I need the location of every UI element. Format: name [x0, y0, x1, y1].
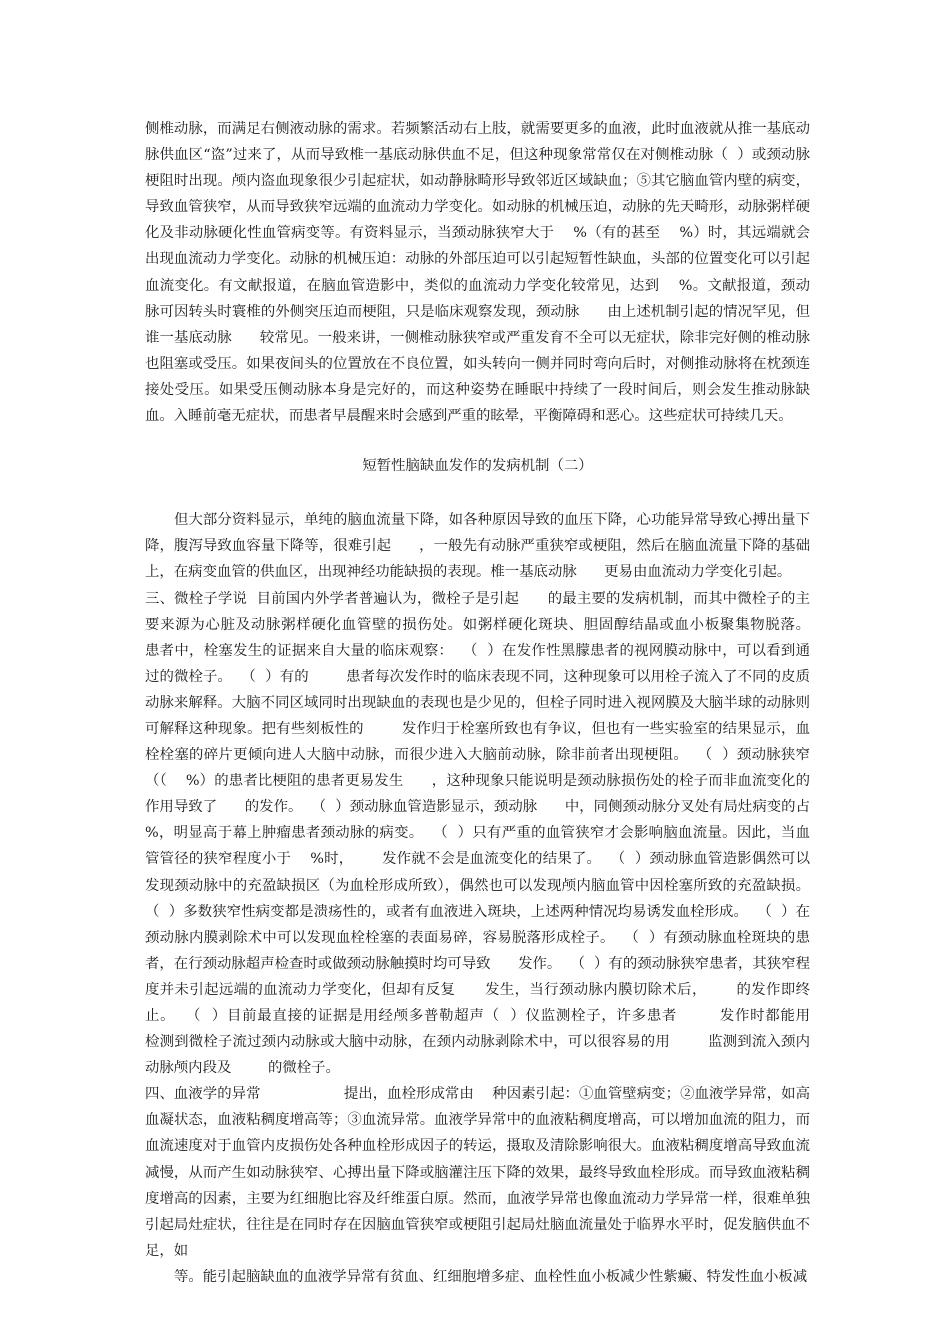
paragraph-hematology: 四、血液学的异常 提出，血栓形成常由 种因素引起：①血管壁病变；②血液学异常，如高血凝状态，血液粘稠度增高等；③血流异常。血液学异常中的血液粘稠度增高，可以增加血流的阻力，而血流速度对于血管内皮损伤处各种血栓形成因子的转运，摄取及清除影响很大。血液粘稠度增高导致血流减慢，从而产生如动脉狭窄、心搏出量下降或脑灌注压下降的效果，最终导致血栓形成。而导致血液粘稠度增高的因素，主要为红细胞比容及纤维蛋白原。然而，血液学异常也像血流动力学异常一样，很难单独引起局灶症状，往往是在同时存在因脑血管狭窄或梗阻引起局灶脑血流量处于临界水平时，促发脑供血不足，如	[145, 1086, 810, 1259]
document-page	[145, 116, 847, 1290]
paragraph-hemodynamic: 但大部分资料显示，单纯的脑血流量下降，如各种原因导致的血压下降，心功能异常导致心搏出量下降，腹泻导致血容量下降等，很难引起 ，一般先有动脉严重狭窄或梗阻，然后在脑血流量下降的基础上，在病变血管的供血区，出现神经功能缺损的表现。椎一基底动脉 更易由血流动力学变化引起。	[145, 512, 810, 581]
section-heading: 短暂性脑缺血发作的发病机制（二）	[362, 458, 593, 475]
paragraph-hematology-continued: 等。能引起脑缺血的血液学异常有贫血、红细胞增多症、血栓性血小板减少性紫癜、特发性血小板减	[174, 1268, 808, 1285]
paragraph-microembolism: 三、微栓子学说 目前国内外学者普遍认为，微栓子是引起 的最主要的发病机制，而其中微栓子的主要来源为心脏及动脉粥样硬化血管壁的损伤处。如粥样硬化斑块、胆固醇结晶或血小板聚集物脱落。 患者中，栓塞发生的证据来自大量的临床观察： （ ）在发作性黑朦患者的视网膜动脉中，可以看到通过的微栓子。 （ ）有的 患者每次发作时的临床表现不同，这种现象可以用栓子流入了不同的皮质动脉来解释。大脑不同区域同时出现缺血的表现也是少见的，但栓子同时进入视网膜及大脑半球的动脉则可解释这种现象。把有些刻板性的 发作归于栓塞所致也有争议，但也有一些实验室的结果显示，血栓栓塞的碎片更倾向进人大脑中动脉，而很少进入大脑前动脉，除非前者出现梗阻。 （ ）颈动脉狭窄（（ %）的患者比梗阻的患者更易发生 ，这种现象只能说明是颈动脉损伤处的栓子而非血流变化的作用导致了 的发作。 （ ）颈动脉血管造影显示，颈动脉 中，同侧颈动脉分叉处有局灶病变的占 %，明显高于幕上肿瘤患者颈动脉的病变。 （ ）只有严重的血管狭窄才会影响脑血流量。因此，当血管管径的狭窄程度小于 %时， 发作就不会是血流变化的结果了。 （ ）颈动脉血管造影偶然可以发现颈动脉中的充盈缺损区（为血栓形成所致），偶然也可以发现颅内脑血管中因栓塞所致的充盈缺损。 （ ）多数狭窄性病变都是溃疡性的，或者有血液进入斑块，上述两种情况均易诱发血栓形成。 （ ）在颈动脉内膜剥除术中可以发现血栓栓塞的表面易碎，容易脱落形成栓子。 （ ）有颈动脉血栓斑块的患者，在行颈动脉超声检查时或做颈动脉触摸时均可导致 发作。 （ ）有的颈动脉狭窄患者，其狭窄程度并未引起远端的血流动力学变化，但却有反复 发生，当行颈动脉内膜切除术后， 的发作即终止。 （ ）目前最直接的证据是用经颅多普勒超声（ ）仪监测栓子，许多患者 发作时都能用 检测到微栓子流过颈内动脉或大脑中动脉，在颈内动脉剥除术中，可以很容易的用 监测到流入颈内动脉颅内段及 的微栓子。	[145, 590, 847, 1077]
paragraph-vertebral-steal: 侧椎动脉，而满足右侧液动脉的需求。若频繁活动右上肢，就需要更多的血液，此时血液就从推一基底动脉供血区“盗”过来了，从而导致椎一基底动脉供血不足，但这种现象常常仅在对侧椎动脉（ ）或颈动脉梗阻时出现。颅内盗血现象很少引起症状，如动静脉畸形导致邻近区域缺血；⑤其它脑血管内壁的病变，导致血管狭窄，从而导致狭窄远端的血流动力学变化。如动脉的机械压迫，动脉的先天畸形，动脉粥样硬化及非动脉硬化性血管病变等。有资料显示，当颈动脉狭窄大于 %（有的甚至 %）时，其远端就会出现血流动力学变化。动脉的机械压迫：动脉的外部压迫可以引起短暂性缺血，头部的位置变化可以引起血流变化。有文献报道，在脑血管造影中，类似的血流动力学变化较常见，达到 %。文献报道，颈动脉可因转头时寰椎的外侧突压迫而梗阻，只是临床观察发现，颈动脉 由上述机制引起的情况罕见，但谁一基底动脉 较常见。一般来讲，一侧椎动脉狭窄或严重发育不全可以无症状，除非完好侧的椎动脉也阻塞或受压。如果夜间头的位置放在不良位置，如头转向一侧并同时弯向后时，对侧推动脉将在枕颈连接处受压。如果受压侧动脉本身是完好的，而这种姿势在睡眠中持续了一段时间后，则会发生推动脉缺血。入睡前毫无症状，而患者早晨醒来时会感到严重的眩晕，平衡障碍和恶心。这些症状可持续几天。	[145, 121, 810, 425]
